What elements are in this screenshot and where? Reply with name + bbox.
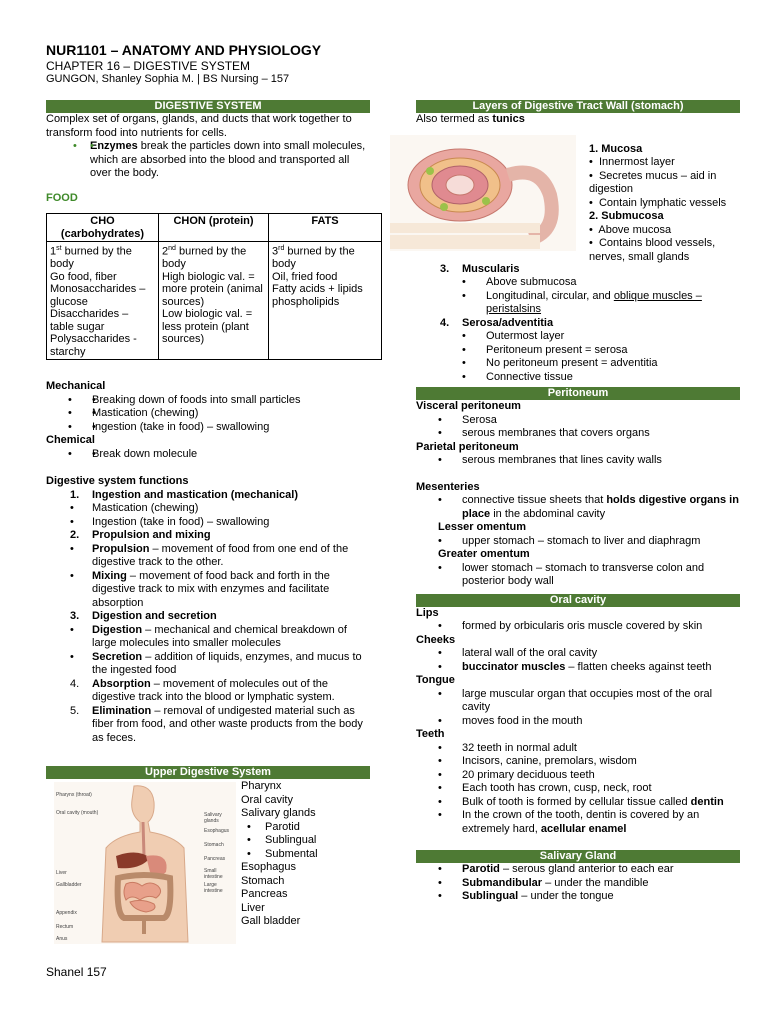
table-cell-fats: [269, 242, 382, 360]
cell-line: Monosaccharides – glucose: [50, 283, 146, 308]
section-bar-salivary-gland: Salivary Gland: [416, 850, 740, 863]
list-item: • Sublingual – under the tongue: [438, 890, 614, 902]
list-item: • • Break down molecule: [92, 448, 370, 462]
stomach-wall-figure: [390, 135, 576, 251]
cell-line: Oil, fried food: [272, 270, 338, 283]
mucosa-heading: 1. Mucosa: [589, 142, 643, 155]
muscularis-heading: 3. Muscularis: [440, 262, 520, 275]
mucosa-block: [589, 143, 740, 265]
list-item: • Incisors, canine, premolars, wisdom: [438, 755, 637, 767]
list-item: • Mixing – movement of food back and forth in the digestive track to mix with enzymes and facilitate absorption: [70, 569, 330, 609]
teeth-heading: Teeth: [416, 728, 445, 740]
cell-line: Low biologic val. = less protein (plant sources): [162, 308, 253, 346]
list-item: Pharynx: [241, 780, 282, 792]
cell-line: 2nd burned by the body: [162, 245, 247, 271]
list-item: • Connective tissue: [462, 370, 573, 383]
figure-label: Appendix: [56, 910, 77, 916]
function-5: 5. Elimination – removal of undigested material such as fiber from food, and other waste products from the body as feces.: [70, 704, 363, 744]
figure-label: Pharynx (throat): [56, 792, 92, 798]
function-3: 3. Digestion and secretion: [70, 610, 217, 623]
list-item: • Above mucosa: [589, 223, 672, 236]
list-item: • Bulk of tooth is formed by cellular tissue called dentin: [438, 795, 724, 808]
mesenteries-heading: Mesenteries: [416, 480, 480, 493]
list-item: Esophagus: [241, 861, 297, 873]
cell-line: Go food, fiber: [50, 270, 117, 283]
section-bar-peritoneum: Peritoneum: [416, 387, 740, 400]
list-item: Oral cavity: [241, 793, 293, 806]
lips-heading: Lips: [416, 606, 439, 619]
figure-label: Rectum: [56, 924, 74, 930]
list-item: • In the crown of the tooth, dentin is covered by an extremely hard, acellular enamel: [438, 809, 700, 835]
digestive-figure: [54, 782, 236, 944]
figure-label: Pancreas: [204, 856, 226, 862]
list-item: • Digestion – mechanical and chemical breakdown of large molecules into smaller molecules: [70, 623, 347, 650]
list-item: • No peritoneum present = adventitia: [462, 357, 658, 369]
chemical-heading: Chemical: [46, 434, 95, 447]
list-item: • lower stomach – stomach to transverse colon and posterior body wall: [438, 561, 705, 587]
figure-label: Oral cavity (mouth): [56, 810, 99, 816]
visceral-heading: Visceral peritoneum: [416, 400, 521, 412]
list-item: • Secretion – addition of liquids, enzymes, and mucus to the ingested food: [70, 650, 362, 677]
list-item: • • Ingestion (take in food) – swallowing: [92, 421, 370, 435]
list-item: • serous membranes that covers organs: [438, 427, 650, 439]
submucosa-heading: 2. Submucosa: [589, 210, 664, 222]
author-line: GUNGON, Shanley Sophia M. | BS Nursing – 157: [46, 73, 290, 85]
list-item: • Secretes mucus – aid in digestion: [589, 169, 717, 195]
section-bar-layers: Layers of Digestive Tract Wall (stomach): [416, 100, 740, 113]
chapter-title: CHAPTER 16 – DIGESTIVE SYSTEM: [46, 59, 251, 73]
list-item: • Innermost layer: [589, 156, 675, 168]
list-item: Gall bladder: [241, 915, 301, 927]
list-item: • Sublingual: [247, 834, 317, 846]
parietal-heading: Parietal peritoneum: [416, 440, 519, 453]
section-bar-digestive-system: DIGESTIVE SYSTEM: [46, 100, 370, 113]
list-item: • lateral wall of the oral cavity: [438, 647, 598, 659]
course-title: NUR1101 – ANATOMY AND PHYSIOLOGY: [46, 42, 322, 58]
list-item: • Submandibular – under the mandible: [438, 876, 649, 889]
enzymes-item: • • Enzymes break the particles down into small molecules, which are absorbed into the blood and transported all over the body.: [90, 140, 370, 181]
list-item: • • Mastication (chewing): [92, 407, 370, 421]
upper-digestive-list: [241, 780, 371, 929]
figure-label: Gallbladder: [56, 882, 82, 888]
list-item: • Outermost layer: [462, 330, 565, 342]
figure-label: Salivary glands: [204, 812, 222, 824]
layers-list: [440, 262, 740, 385]
figure-label: Esophagus: [204, 828, 230, 834]
list-item: • Submental: [247, 847, 318, 860]
intro-text: Complex set of organs, glands, and ducts that work together to transform food into nutrients for cells.: [46, 113, 352, 139]
table-cell-cho: [47, 242, 159, 360]
function-1: 1. Ingestion and mastication (mechanical): [70, 488, 298, 501]
figure-label: Stomach: [204, 842, 224, 848]
list-item: • serous membranes that lines cavity walls: [438, 454, 662, 466]
list-item: • Mastication (chewing): [70, 502, 199, 515]
list-item: • Each tooth has crown, cusp, neck, root: [438, 782, 652, 794]
list-item: Stomach: [241, 874, 285, 887]
list-item: • formed by orbicularis oris muscle covered by skin: [438, 620, 703, 632]
table-header-cho: CHO (carbohydrates): [47, 214, 159, 242]
list-item: • 32 teeth in normal adult: [438, 741, 577, 754]
cell-line: 3rd burned by the body: [272, 245, 355, 271]
list-item: • connective tissue sheets that holds digestive organs in place in the abdominal cavity: [438, 494, 739, 520]
list-item: • buccinator muscles – flatten cheeks against teeth: [438, 660, 712, 673]
list-item: • moves food in the mouth: [438, 714, 583, 727]
tract-wall-illustration: [390, 135, 576, 251]
mechanical-list: [68, 393, 370, 435]
mechanical-heading: Mechanical: [46, 380, 106, 393]
functions-heading: Digestive system functions: [46, 475, 189, 488]
list-item: • Parotid – serous gland anterior to each ear: [438, 863, 674, 875]
food-table: [46, 213, 382, 360]
digestive-anatomy-illustration: [54, 782, 236, 944]
greater-omentum-heading: Greater omentum: [438, 548, 530, 560]
cell-line: High biologic val. = more protein (animal sources): [162, 270, 263, 308]
document-header: [46, 42, 321, 86]
table-header-chon: CHON (protein): [159, 214, 269, 242]
figure-label: Liver: [56, 870, 67, 876]
section-bar-upper-digestive: Upper Digestive System: [46, 766, 370, 779]
cell-line: 1st burned by the body: [50, 245, 132, 271]
serosa-heading: 4. Serosa/adventitia: [440, 316, 554, 329]
list-item: • upper stomach – stomach to liver and diaphragm: [438, 534, 701, 547]
list-item: • Peritoneum present = serosa: [462, 343, 628, 356]
list-item: • 20 primary deciduous teeth: [438, 768, 595, 781]
table-header-fats: FATS: [269, 214, 382, 242]
list-item: Salivary glands: [241, 807, 316, 819]
function-4: 4. Absorption – movement of molecules out of the digestive track into the blood or lymphatic system.: [70, 677, 335, 704]
list-item: • • Breaking down of foods into small particles: [92, 394, 370, 408]
list-item: Pancreas: [241, 888, 288, 900]
list-item: • Parotid: [247, 820, 300, 833]
cell-line: Disaccharides – table sugar: [50, 308, 129, 333]
figure-label: Large intestine: [204, 882, 223, 894]
lesser-omentum-heading: Lesser omentum: [438, 521, 527, 533]
layers-block: [416, 127, 740, 263]
list-item: • Serosa: [438, 413, 497, 426]
figure-label: Anus: [56, 936, 68, 942]
enzymes-list: [73, 140, 370, 181]
tongue-heading: Tongue: [416, 674, 455, 686]
left-column: [46, 100, 370, 745]
list-item: • Above submucosa: [462, 276, 577, 288]
cell-line: Fatty acids + lipids phospholipids: [272, 283, 363, 308]
section-bar-oral-cavity: Oral cavity: [416, 594, 740, 607]
list-item: Liver: [241, 901, 265, 914]
cell-line: Polysaccharides - starchy: [50, 333, 137, 358]
function-2: 2. Propulsion and mixing: [70, 529, 211, 542]
list-item: • Contain lymphatic vessels: [589, 196, 727, 209]
food-heading: FOOD: [46, 191, 78, 204]
list-item: • Propulsion – movement of food from one end of the digestive track to the other.: [70, 542, 349, 569]
table-cell-chon: [159, 242, 269, 360]
cheeks-heading: Cheeks: [416, 633, 456, 646]
list-item: • Longitudinal, circular, and oblique muscles – peristalsins: [462, 289, 702, 315]
list-item: • large muscular organ that occupies most of the oral cavity: [438, 687, 713, 713]
tunics-line: Also termed as tunics: [416, 113, 525, 125]
page-footer: Shanel 157: [46, 965, 107, 979]
right-column: [416, 100, 740, 904]
list-item: • Contains blood vessels, nerves, small glands: [589, 237, 716, 263]
list-item: • Ingestion (take in food) – swallowing: [70, 515, 270, 528]
enzymes-text: break the particles down into small molecules, which are absorbed into the blood and transported all over the body.: [90, 140, 366, 179]
chemical-list: [68, 447, 370, 462]
functions-list: [70, 488, 370, 746]
figure-label: Small intestine: [204, 868, 223, 880]
enzymes-term: Enzymes: [90, 140, 138, 152]
